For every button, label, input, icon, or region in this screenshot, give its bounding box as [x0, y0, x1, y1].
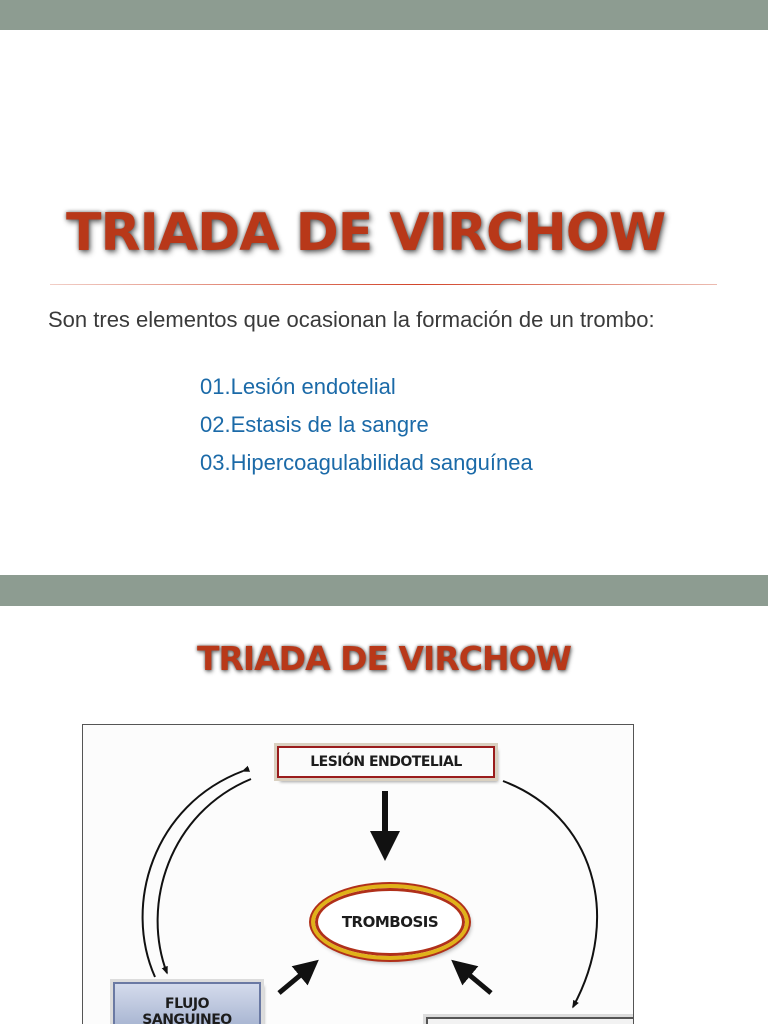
flujo-line-1: FLUJO [165, 996, 209, 1012]
lesion-endotelial-box: LESIÓN ENDOTELIAL [277, 746, 495, 778]
top-band [0, 0, 768, 30]
slide-1 [0, 30, 768, 575]
curved-arrow-left-outer [143, 771, 243, 977]
trombosis-box: TROMBOSIS [311, 884, 469, 960]
intro-text: Son tres elementos que ocasionan la formación de un trombo: [48, 307, 655, 332]
slide-1-title: TRIADA DE VIRCHOW [66, 203, 666, 263]
flujo-sanguineo-box [113, 982, 261, 1024]
list-item: 02.Estasis de la sangre [200, 412, 429, 437]
curved-arrow-right [503, 781, 597, 1007]
slide-2 [0, 606, 768, 1024]
third-factor-box [426, 1017, 634, 1024]
list-item: 03.Hipercoagulabilidad sanguínea [200, 450, 533, 475]
flujo-line-2: SANGUINEO [142, 1012, 232, 1024]
arrow-left-diagonal [279, 963, 315, 993]
element-list [200, 368, 533, 482]
title-divider [50, 284, 717, 285]
arrow-right-diagonal [455, 963, 491, 993]
slide-separator-band [0, 575, 768, 606]
curved-arrow-left-inner [158, 779, 251, 973]
slide-2-title: TRIADA DE VIRCHOW [196, 639, 572, 678]
virchow-triad-diagram [82, 724, 634, 1024]
list-item: 01.Lesión endotelial [200, 374, 396, 399]
